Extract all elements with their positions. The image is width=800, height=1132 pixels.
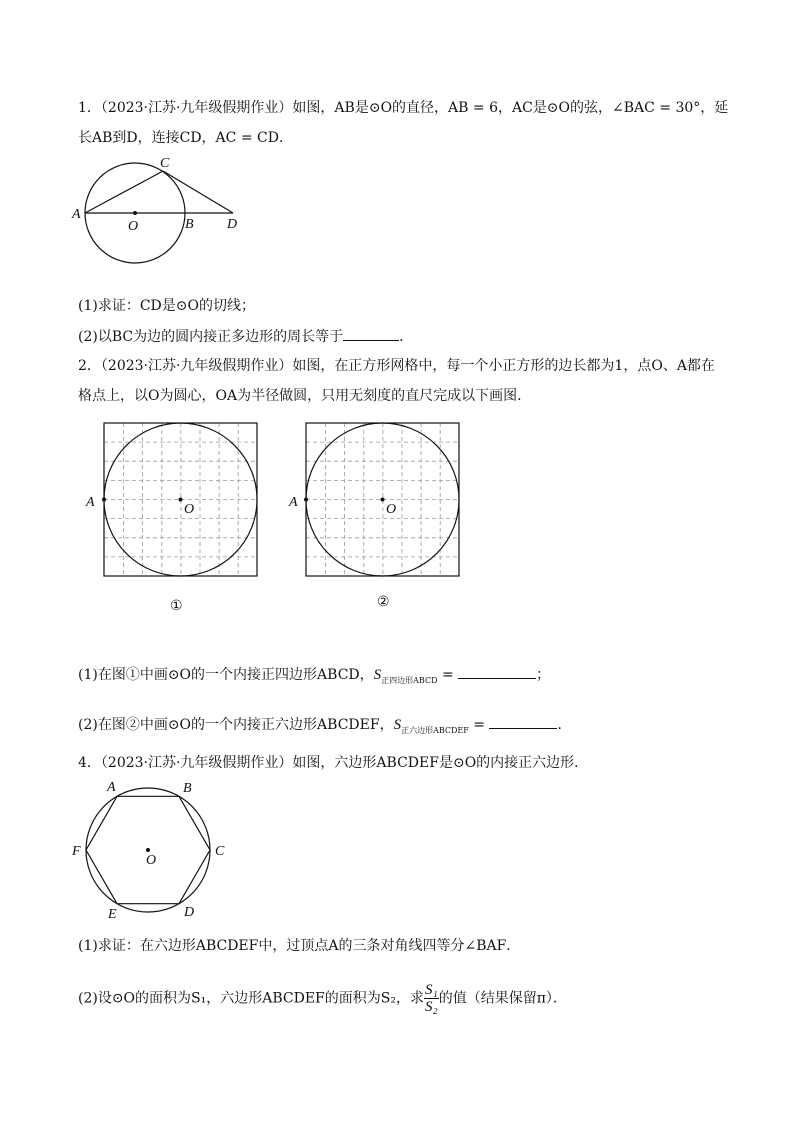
q4-frac-den: S₂ — [424, 999, 438, 1015]
q2-fig1-caption: ① — [170, 599, 183, 614]
q2-part2-eq: = — [473, 717, 485, 733]
q1-part1: (1)求证：CD是⊙O的切线； — [78, 298, 255, 314]
q4-fraction — [424, 982, 439, 1015]
q2-part1-s: S — [373, 667, 382, 683]
q2-part2-text: (2)在图②中画⊙O的一个内接正六边形ABCDEF， — [78, 717, 394, 733]
q1-line1: 1．（2023·江苏·九年级假期作业）如图，AB是⊙O的直径，AB = 6，AC是⊙O的弦，∠BAC = 30°，延 — [78, 100, 729, 116]
q4-part2-end: 的值（结果保留π）． — [438, 990, 567, 1007]
q4-figure — [60, 775, 240, 925]
q2-part1-end: ； — [536, 667, 551, 683]
q1-line-cd — [163, 171, 233, 213]
q4-line1: 4．（2023·江苏·九年级假期作业）如图，六边形ABCDEF是⊙O的内接正六边形． — [78, 755, 589, 771]
q4-label-d: D — [184, 905, 195, 920]
q2-part1-sub: 正四边形ABCD — [381, 675, 438, 685]
q2-figure1 — [80, 420, 265, 620]
q4-label-b: B — [183, 781, 192, 796]
q1-label-c: C — [160, 156, 170, 171]
q2-line2: 格点上，以O为圆心，OA为半径做圆，只用无刻度的直尺完成以下画图． — [78, 388, 532, 404]
q2-fig2-label-o: O — [386, 502, 397, 517]
q2-fig2-label-a: A — [289, 495, 298, 510]
q1-line-ac — [85, 171, 163, 213]
q2-part1-text: (1)在图①中画⊙O的一个内接正四边形ABCD， — [78, 667, 374, 683]
q1-figure — [60, 155, 260, 265]
q2-part2 — [78, 714, 571, 741]
q4-frac-num: S₁ — [424, 982, 438, 998]
q4-label-c: C — [215, 844, 225, 859]
q1-label-b: B — [185, 217, 194, 232]
q2-fig1-point-a — [102, 498, 106, 502]
q4-center-dot — [146, 848, 150, 852]
q2-figure2 — [285, 420, 470, 620]
q1-line2: 长AB到D，连接CD，AC = CD． — [78, 130, 293, 146]
q4-label-a: A — [107, 780, 116, 795]
q1-part2-end: ． — [399, 329, 414, 345]
q1-part2 — [78, 326, 413, 347]
q2-fig2-point-a — [304, 498, 308, 502]
q4-part1: (1)求证：在六边形ABCDEF中，过顶点A的三条对角线四等分∠BAF． — [78, 938, 521, 954]
q4-label-o: O — [146, 853, 157, 868]
q1-label-d: D — [227, 217, 238, 232]
q1-part2-text: (2)以BC为边的圆内接正多边形的周长等于 — [78, 329, 344, 345]
q2-part1 — [78, 664, 550, 691]
q2-fig2-caption: ② — [377, 595, 390, 610]
q2-part1-eq: = — [441, 667, 454, 683]
q2-line1: 2．（2023·江苏·九年级假期作业）如图，在正方形网格中，每一个小正方形的边长都为1，点O、A都在 — [78, 358, 715, 374]
q2-fig1-label-o: O — [184, 502, 195, 517]
q4-label-f: F — [72, 844, 81, 859]
q2-part2-sub: 正六边形ABCDEF — [401, 725, 469, 735]
q2-fig1-center-dot — [179, 498, 183, 502]
q1-label-o: O — [128, 219, 139, 234]
q1-label-a: A — [72, 207, 81, 222]
q4-part2 — [78, 982, 567, 1015]
q2-fig1-label-a: A — [86, 495, 95, 510]
q2-part2-answer-blank[interactable] — [489, 714, 557, 729]
q2-fig2-center-dot — [381, 498, 385, 502]
q2-part2-end: ． — [557, 717, 572, 733]
q4-part2-text: (2)设⊙O的面积为S₁，六边形ABCDEF的面积为S₂，求 — [78, 990, 424, 1007]
q1-center-dot — [133, 211, 137, 215]
q2-part1-answer-blank[interactable] — [458, 664, 536, 679]
q1-answer-blank[interactable] — [343, 326, 399, 341]
q2-part2-s: S — [393, 717, 402, 733]
q4-label-e: E — [108, 907, 117, 922]
